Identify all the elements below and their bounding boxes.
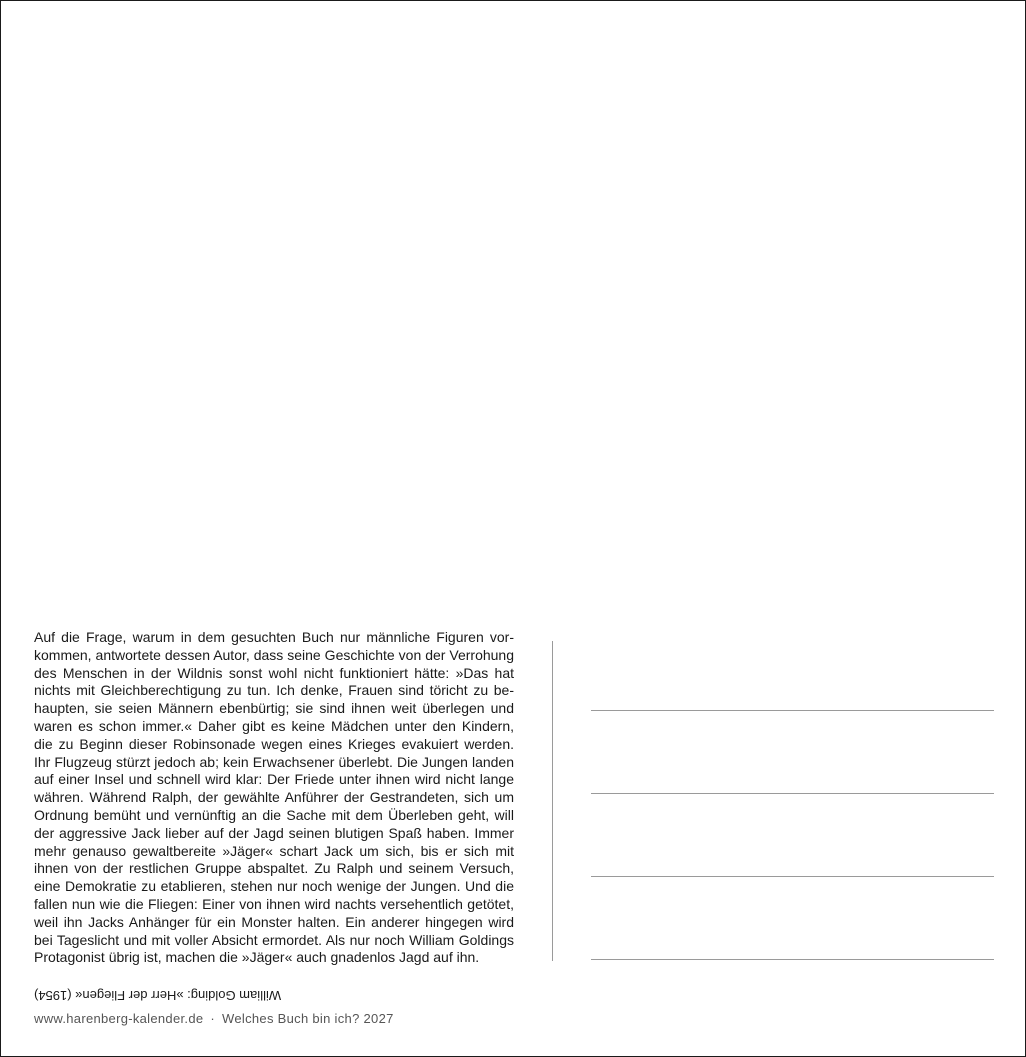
text-line: mehr genauso gewaltbereite »Jäger« schart Jack um sich, bis er sich mit xyxy=(34,842,514,859)
address-line xyxy=(591,710,994,711)
vertical-divider xyxy=(552,641,553,961)
text-line: Protagonist übrig ist, machen die »Jäger« auch gnadenlos Jagd auf ihn. xyxy=(34,949,480,966)
text-line: nichts mit Gleichberechtigung zu tun. Ich denke, Frauen sind töricht zu be- xyxy=(34,682,514,699)
text-line: währen. Während Ralph, der gewählte Anführer der Gestrandeten, sich um xyxy=(34,789,514,806)
address-line xyxy=(591,876,994,877)
footer-separator: · xyxy=(210,1011,216,1026)
text-line: Ordnung bemüht und vernünftig an die Sache mit dem Überleben geht, will xyxy=(34,806,514,823)
text-line: die zu Beginn dieser Robinsonade wegen eines Krieges evakuiert werden. xyxy=(34,735,514,752)
footer xyxy=(34,1011,394,1026)
text-line: Ihr Flugzeug stürzt jedoch ab; kein Erwachsener überlebt. Die Jungen landen xyxy=(34,753,514,770)
text-line: fallen nun wie die Fliegen: Einer von ihnen wird nachts versehentlich getötet, xyxy=(34,895,514,912)
address-line xyxy=(591,959,994,960)
text-line: bei Tageslicht und mit voller Absicht ermordet. Als nur noch William Goldings xyxy=(34,931,514,948)
text-line: der aggressive Jack lieber auf der Jagd seinen blutigen Spaß haben. Immer xyxy=(34,824,514,841)
text-line: kommen, antwortete dessen Autor, dass seine Geschichte von der Verrohung xyxy=(34,646,514,663)
text-line: haupten, sie seien Männern ebenbürtig; sie sind ihnen weit überlegen und xyxy=(34,700,514,717)
text-line: Auf die Frage, warum in dem gesuchten Buch nur männliche Figuren vor- xyxy=(34,629,514,645)
text-line: eine Demokratie zu etablieren, stehen nur noch wenige der Jungen. Und die xyxy=(34,878,514,895)
text-line: weil ihn Jacks Anhänger für ein Monster halten. Ein anderer hingegen wird xyxy=(34,913,514,930)
address-line xyxy=(591,793,994,794)
footer-title: Welches Buch bin ich? 2027 xyxy=(222,1011,394,1026)
description-text xyxy=(34,629,514,967)
footer-website: www.harenberg-kalender.de xyxy=(34,1011,204,1026)
text-line: des Menschen in der Wildnis sonst wohl nicht funktioniert hätte: »Das hat xyxy=(34,664,514,681)
answer-upside-down: William Golding: »Herr der Fliegen« (1954) xyxy=(34,988,282,1003)
text-line: ihnen von der restlichen Gruppe abspaltet. Zu Ralph und seinem Versuch, xyxy=(34,860,514,877)
text-line: auf einer Insel und schnell wird klar: Der Friede unter ihnen wird nicht lange xyxy=(34,771,514,788)
text-line: waren es schon immer.« Daher gibt es keine Mädchen unter den Kindern, xyxy=(34,717,514,734)
